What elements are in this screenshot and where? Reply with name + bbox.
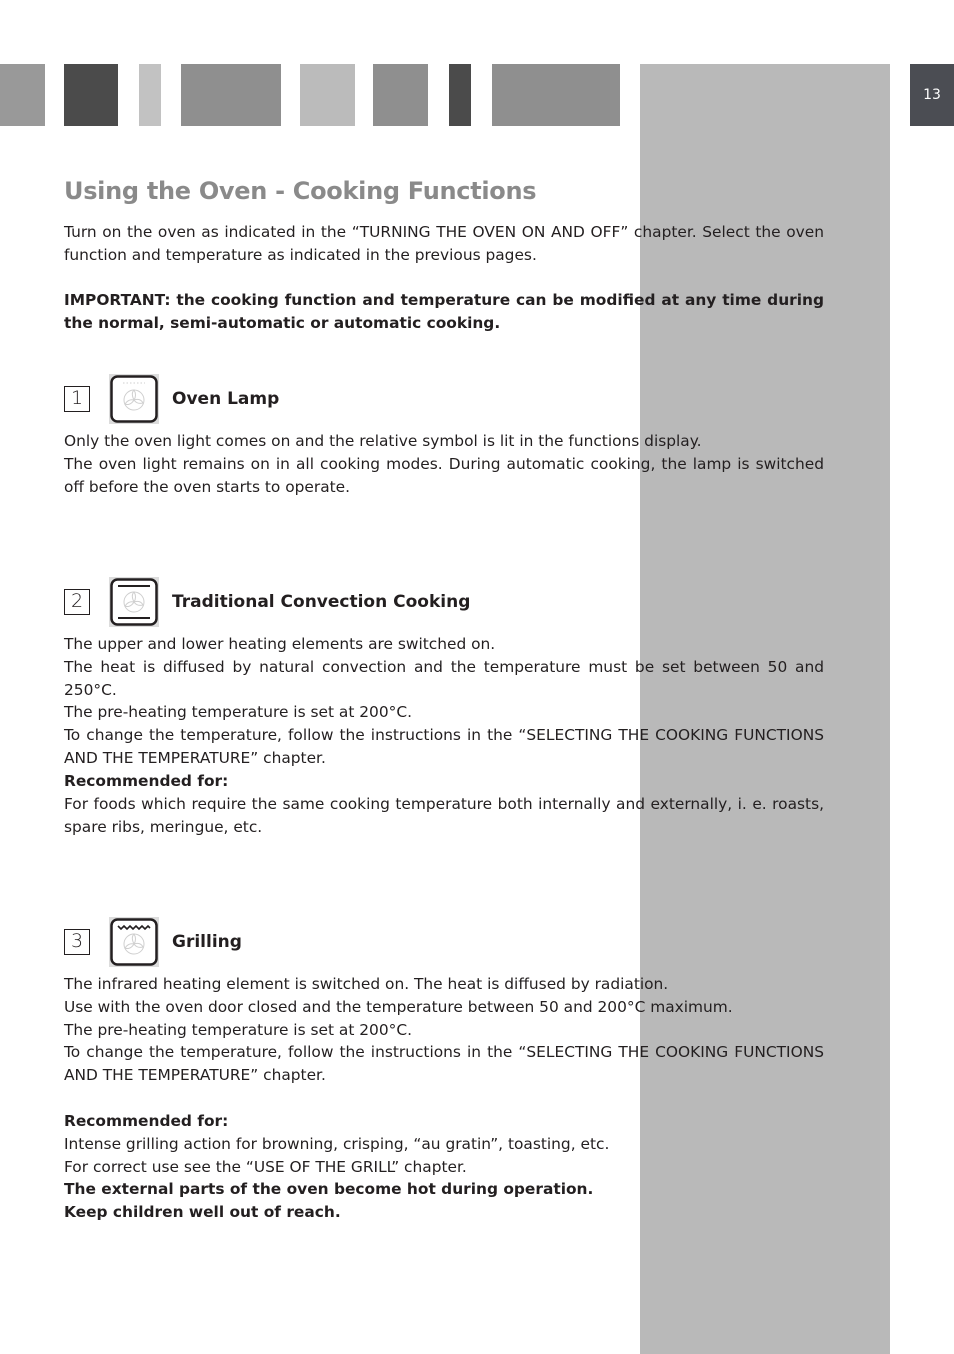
section-number: 3 — [70, 930, 84, 952]
intro-paragraph: Turn on the oven as indicated in the “TURNING THE OVEN ON AND OFF” chapter. Select the oven function and temperature as indicated in the previous pages. — [64, 223, 824, 264]
header-band-6 — [373, 64, 428, 126]
body-line: Only the oven light comes on and the relative symbol is lit in the functions display. — [64, 432, 702, 450]
section-1-header — [64, 374, 824, 424]
recommended-line: Intense grilling action for browning, crisping, “au gratin”, toasting, etc. — [64, 1134, 610, 1153]
warning-line: Keep children well out of reach. — [64, 1203, 341, 1222]
body-line: The infrared heating element is switched on. The heat is diffused by radiation. — [64, 975, 669, 993]
section-number-box — [64, 929, 90, 955]
recommended-label: Recommended for: — [64, 772, 229, 790]
body-line: To change the temperature, follow the instructions in the “SELECTING THE COOKING FUNCTIONS AND THE TEMPERATURE” chapter. — [64, 1043, 824, 1085]
section-1-body — [64, 430, 824, 498]
section-3-header — [64, 917, 824, 967]
header-band-2 — [64, 64, 118, 126]
warning-line: The external parts of the oven become hot during operation. — [64, 1180, 594, 1199]
body-line: Use with the oven door closed and the temperature between 50 and 200°C maximum. — [64, 997, 733, 1016]
section-title: Traditional Convection Cooking — [172, 592, 471, 612]
recommended-label: Recommended for: — [64, 1112, 229, 1130]
recommended-line: For foods which require the same cooking temperature both internally and externally, i. e. roasts, spare ribs, meringue, etc. — [64, 794, 824, 836]
header-band-8 — [492, 64, 620, 126]
body-line: The oven light remains on in all cooking modes. During automatic cooking, the lamp is switched off before the oven starts to operate. — [64, 454, 824, 496]
body-line: The pre-heating temperature is set at 200°C. — [64, 703, 412, 722]
header-band-5 — [300, 64, 355, 126]
section-3-body — [64, 973, 824, 1087]
body-line: The upper and lower heating elements are switched on. — [64, 635, 496, 653]
section-2-header — [64, 577, 824, 627]
header-band-7 — [449, 64, 471, 126]
section-number: 1 — [70, 387, 84, 409]
body-line: The pre-heating temperature is set at 200°C. — [64, 1020, 412, 1039]
oven-lamp-icon — [109, 374, 159, 424]
section-number-box — [64, 386, 90, 412]
section-title: Oven Lamp — [172, 389, 280, 409]
important-note: IMPORTANT: the cooking function and temperature can be modified at any time during the normal, semi-automatic or automatic cooking. — [64, 291, 824, 332]
header-band-4 — [181, 64, 281, 126]
section-title: Grilling — [172, 932, 242, 952]
header-band-3 — [139, 64, 161, 126]
section-3-recommended — [64, 1110, 824, 1224]
section-2-recommended — [64, 770, 824, 838]
section-number-box — [64, 589, 90, 615]
page-number: 13 — [923, 87, 941, 103]
body-line: The heat is diffused by natural convection and the temperature must be set between 50 and 250°C. — [64, 657, 824, 699]
traditional-convection-icon — [109, 577, 159, 627]
recommended-line: For correct use see the “USE OF THE GRILL” chapter. — [64, 1157, 467, 1176]
section-number: 2 — [70, 590, 84, 612]
section-2-body — [64, 633, 824, 770]
header-band-1 — [0, 64, 45, 126]
grill-icon — [109, 917, 159, 967]
body-line: To change the temperature, follow the instructions in the “SELECTING THE COOKING FUNCTIONS AND THE TEMPERATURE” chapter. — [64, 726, 824, 767]
page-title: Using the Oven - Cooking Functions — [64, 177, 537, 205]
